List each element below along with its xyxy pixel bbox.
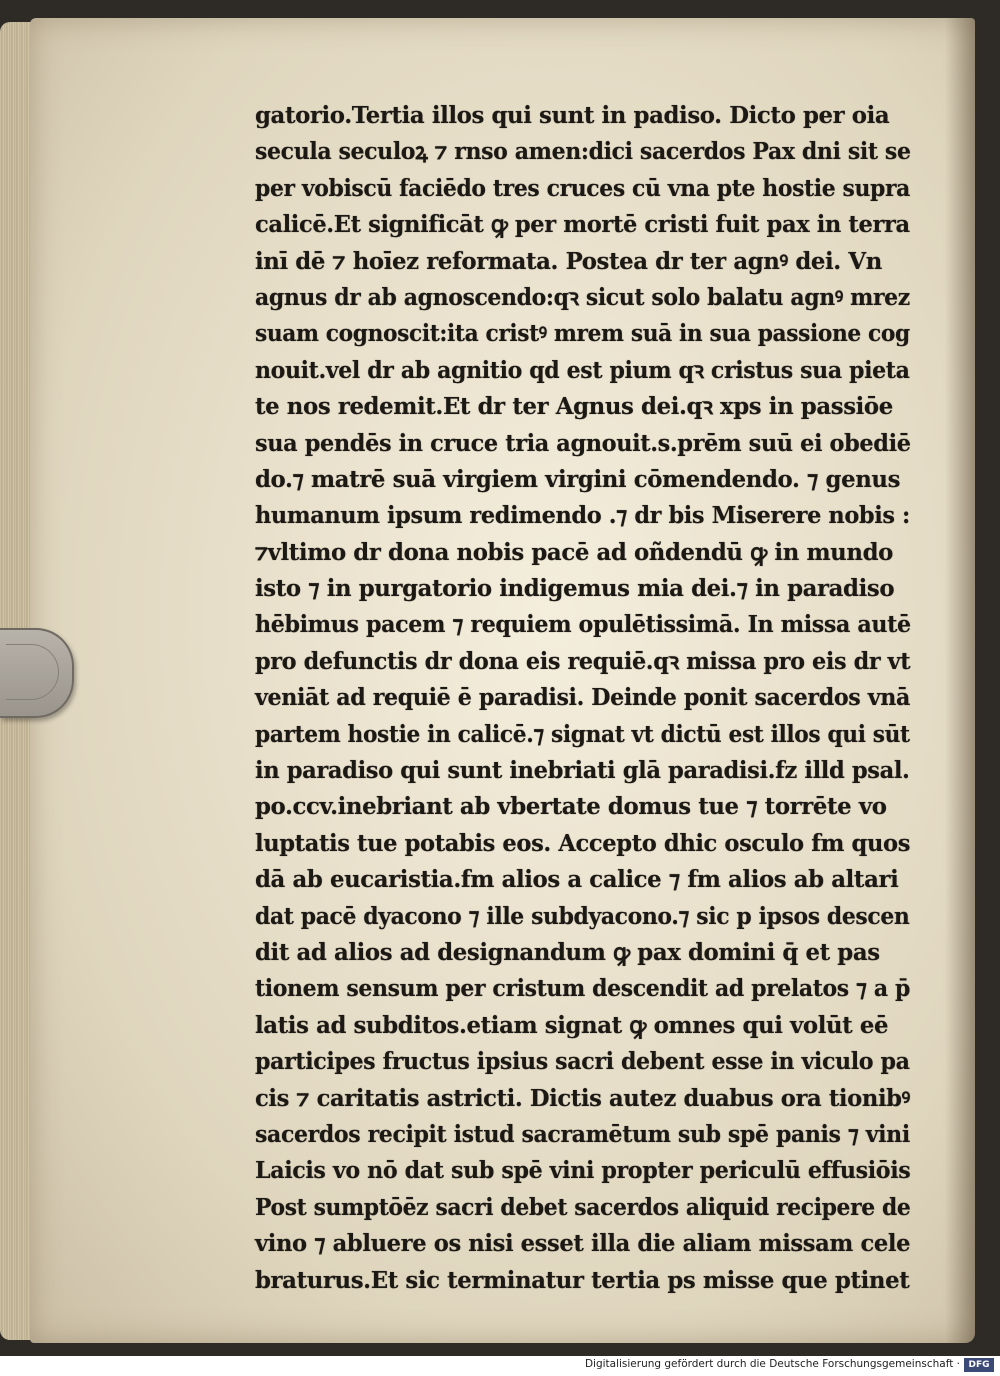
text-line: gatorio.Tertia illos qui sunt in padiso. Dicto per oia (255, 102, 890, 129)
text-line: latis ad subditos.etiam signat ꝙ omnes qui volūt eē (255, 1011, 889, 1039)
text-line: sacerdos recipit istud sacramētum sub spē panis ⁊ vini (255, 1120, 910, 1148)
text-line: humanum ipsum redimendo .⁊ dr bis Miserere nobis : (255, 502, 910, 530)
text-line: veniāt ad requiē ē paradisi. Deinde ponit sacerdos vnā (255, 684, 910, 712)
text-line: pro defunctis dr dona eis requiē.qꝛ missa pro eis dr vt (255, 647, 911, 675)
text-line: isto ⁊ in purgatorio indigemus mia dei.⁊ in paradiso (255, 575, 895, 603)
bookmark-clip (0, 628, 74, 718)
text-line: dit ad alios ad designandum ꝙ pax domini q̄ et pas (255, 938, 880, 966)
text-line: nouit.vel dr ab agnitio qd est pium qꝛ cristus sua pieta (255, 356, 910, 384)
text-line: dat pacē dyacono ⁊ ille subdyacono.⁊ sic p ipsos descen (255, 902, 910, 930)
bookmark-clip-inner (6, 644, 59, 700)
text-line: agnus dr ab agnoscendo:qꝛ sicut solo balatu agnꝰ mrez (255, 283, 910, 311)
text-line: participes fructus ipsius sacri debent esse in viculo pa (255, 1048, 910, 1076)
text-line: vino ⁊ abluere os nisi esset illa die aliam missam cele (255, 1230, 911, 1258)
text-line: dā ab eucaristia.fm alios a calice ⁊ fm alios ab altari (255, 866, 899, 894)
text-line: do.⁊ matrē suā virgiem virgini cōmendendo. ⁊ genus (255, 465, 901, 493)
text-line: cis ⁊ caritatis astricti. Dictis autez duabus ora tionibꝰ (255, 1084, 910, 1112)
text-line: luptatis tue potabis eos. Accepto dhic osculo fm quos (255, 829, 911, 857)
text-line: sua pendēs in cruce tria agnouit.s.prēm suū ei obediē (255, 429, 911, 457)
text-line: braturus.Et sic terminatur tertia ps misse que ptinet (255, 1266, 910, 1294)
text-line: ⁊vltimo dr dona nobis pacē ad oñdendū ꝙ in mundo (255, 538, 893, 566)
text-line: po.ccv.inebriant ab vbertate domus tue ⁊ torrēte vo (255, 793, 887, 821)
text-line: Post sumptōēz sacri debet sacerdos aliquid recipere de (255, 1193, 911, 1221)
text-line: partem hostie in calicē.⁊ signat vt dictū est illos qui sūt (255, 720, 910, 748)
dfg-logo-icon: DFG (964, 1358, 994, 1372)
digitization-credit: Digitalisierung gefördert durch die Deutsche Forschungsgemeinschaft · (584, 1358, 960, 1370)
text-line: in paradiso qui sunt inebriati glā paradisi.fz illd psal. (255, 757, 910, 785)
text-line: suam cognoscit:ita cristꝰ mrem suā in sua passione cog (255, 320, 910, 348)
text-line: tionem sensum per cristum descendit ad prelatos ⁊ a p̄ (255, 975, 911, 1003)
text-line: secula seculoꝝ ⁊ rnso amen:dici sacerdos Pax dni sit se (255, 138, 911, 166)
page-gutter-shadow (945, 18, 975, 1343)
footer-bar (0, 1356, 1000, 1376)
text-line: te nos redemit.Et dr ter Agnus dei.qꝛ xps in passiōe (255, 393, 893, 421)
text-line: hēbimus pacem ⁊ requiem opulētissimā. In missa autē (255, 611, 911, 639)
text-line: calicē.Et significāt ꝙ per mortē cristi fuit pax in terra (255, 211, 910, 239)
text-line: Laicis vo nō dat sub spē vini propter periculū effusiōis (255, 1157, 911, 1185)
text-line: per vobiscū faciēdo tres cruces cū vna pte hostie supra (255, 174, 910, 202)
incunable-text-block (255, 98, 915, 1299)
text-line: inī dē ⁊ hoīez reformata. Postea dr ter agnꝰ dei. Vn (255, 247, 882, 275)
